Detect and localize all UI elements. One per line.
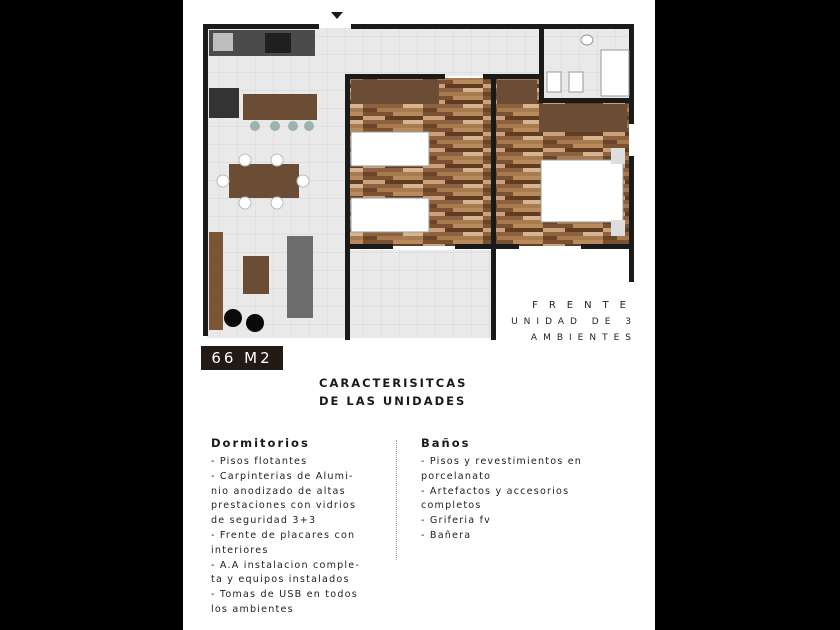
bathroom-feature: completos [421,500,482,512]
sink-icon [213,33,233,51]
kitchen-island [243,94,317,120]
dining-table [229,164,299,198]
bathtub-icon [601,50,629,96]
bathroom-title: Baños [421,436,471,450]
bathroom-feature: - Pisos y revestimientos en [421,456,583,467]
sofa [287,236,313,318]
bedroom-feature: los ambientes [211,603,294,615]
bedroom-feature: de seguridad 3+3 [211,515,317,527]
bedrooms-features [211,436,389,618]
bed-1a [351,132,429,166]
balcony-floor [349,250,491,338]
cooktop-icon [265,33,291,53]
bedroom-feature: - Tomas de USB en todos [211,589,358,601]
floor-plan [183,0,655,350]
front-label-line2: UNIDAD DE 3 [511,317,637,327]
bed-1b [351,198,429,232]
bedroom-feature: - Pisos flotantes [211,456,308,467]
wardrobe-1 [351,80,439,104]
wardrobe-2 [539,104,627,132]
column-divider [396,440,397,560]
front-label-line3: AMBIENTES [530,333,637,343]
area-badge: 66 M2 [201,346,283,370]
washbasin-icon [581,35,593,45]
section-heading-line1: CARACTERISITCAS [319,376,468,390]
fridge-icon [209,88,239,118]
bedroom-feature: - A.A instalacion comple- [211,559,361,571]
bedroom-feature: - Carpinterias de Alumi- [211,470,354,482]
bathroom-feature: - Griferia fv [421,515,492,527]
double-bed [541,160,623,222]
bidet-icon [569,72,583,92]
bathroom-feature: porcelanato [421,470,492,482]
bedroom-feature: - Frente de placares con [211,529,356,541]
entry-arrow-icon [331,12,343,19]
brochure-page [183,0,655,630]
bathroom-feature: - Bañera [421,529,472,541]
tv-cabinet [209,232,223,330]
bedroom-feature: prestaciones con vidrios [211,500,357,512]
bedroom-feature: ta y equipos instalados [211,574,350,586]
bedroom-feature: interiores [211,544,269,556]
front-label-line1: FRENTE [532,300,637,311]
toilet-icon [547,72,561,92]
bedroom-feature: nio anodizado de altas [211,485,346,497]
coffee-table [243,256,269,294]
bedrooms-title: Dormitorios [211,436,310,450]
bathroom-feature: - Artefactos y accesorios [421,485,570,497]
section-heading-line2: DE LAS UNIDADES [319,394,467,408]
bathroom-features [421,436,621,544]
